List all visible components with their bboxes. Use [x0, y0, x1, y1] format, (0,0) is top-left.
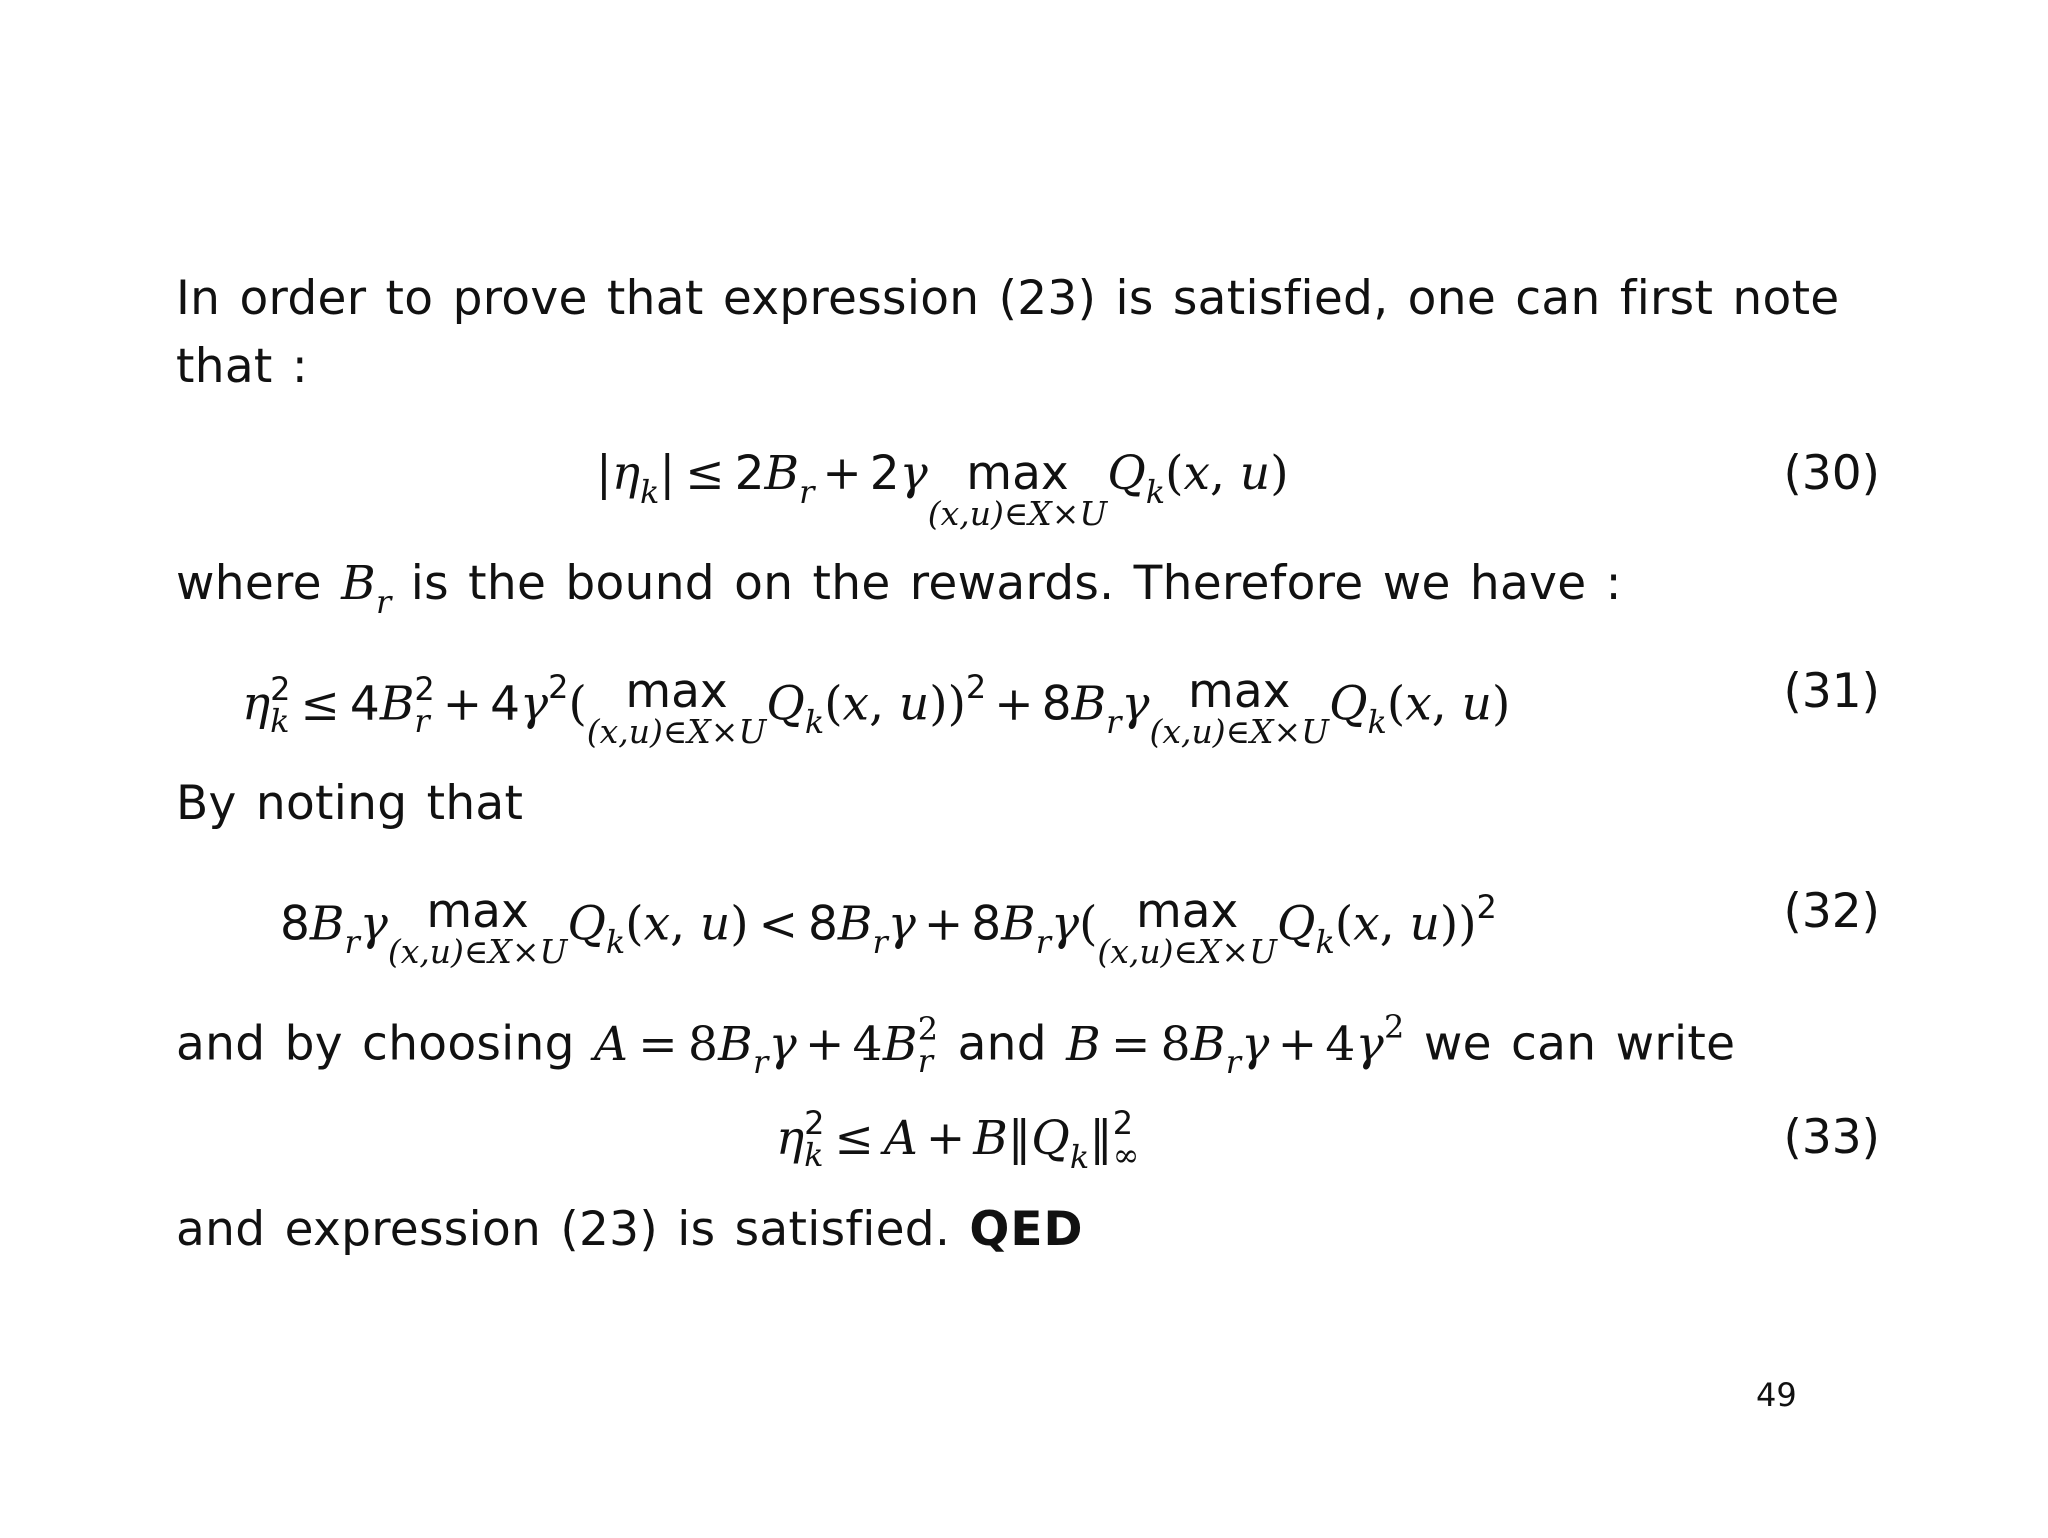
- equation-30: $|\eta_k| \le 2B_r + 2\gamma$ max (x,u)∈X×U $Q_k(x$, u): [596, 446, 1289, 533]
- max-operator: max (x,u)∈X×U: [1097, 884, 1277, 971]
- qed-label: QED: [969, 1202, 1084, 1257]
- equation-number-30: (30): [1783, 446, 1880, 501]
- equation-31: η 2 k ≤ 4B 2 r + $4\gamma^2$( max (x,u)∈X×U $Q_k(x$, $u))^2 + 8B_r\gamma$ max (x,u)∈X×U $Q_k(x$, u): [242, 664, 1511, 751]
- max-operator: max (x,u)∈X×U: [1149, 664, 1329, 751]
- equation-33: η 2 k ≤ $A + B‖Q_k‖$ 2 ∞: [776, 1104, 1140, 1176]
- where-line: where $B_r$ is the bound on the rewards. Therefore we have :: [176, 556, 1622, 621]
- page-number: 49: [1756, 1376, 1797, 1414]
- max-operator: max (x,u)∈X×U: [586, 664, 767, 751]
- equation-number-31: (31): [1783, 664, 1880, 719]
- choosing-line: and by choosing $A = 8B_r\gamma + 4B$ 2 r and $B = 8B_r\gamma + 4\gamma^2$ we can write: [176, 1008, 1736, 1082]
- max-operator: max (x,u)∈X×U: [927, 446, 1108, 533]
- equation-number-32: (32): [1783, 884, 1880, 939]
- equation-number-33: (33): [1783, 1110, 1880, 1165]
- intro-line-1: In order to prove that expression (23) is satisfied, one can first note: [176, 271, 1840, 326]
- final-line: and expression (23) is satisfied. QED: [176, 1202, 1084, 1257]
- intro-line-2: that :: [176, 339, 309, 394]
- equation-32: $8B_r\gamma$ max (x,u)∈X×U $Q_k(x$, $u) < 8B_r\gamma + 8B_r\gamma$( max (x,u)∈X×U $Q_k(x$, u))$^2$: [280, 884, 1497, 971]
- by-noting-line: By noting that: [176, 776, 524, 831]
- max-operator: max (x,u)∈X×U: [387, 884, 568, 971]
